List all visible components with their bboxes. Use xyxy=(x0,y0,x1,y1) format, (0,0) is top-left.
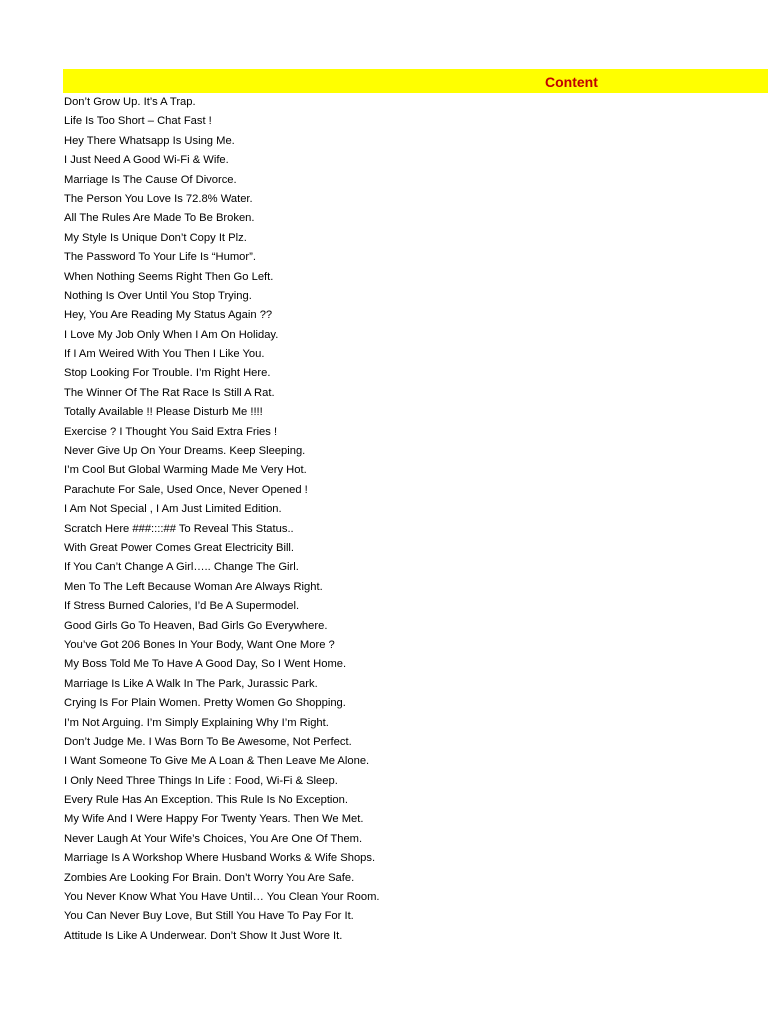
content-row: When Nothing Seems Right Then Go Left. xyxy=(64,270,274,283)
content-row: Stop Looking For Trouble. I’m Right Here. xyxy=(64,367,271,380)
header-cell-content: Content xyxy=(545,74,598,90)
content-row: Exercise ? I Thought You Said Extra Fries ! xyxy=(64,425,278,438)
content-row: Never Give Up On Your Dreams. Keep Sleeping. xyxy=(64,445,306,458)
content-row: My Wife And I Were Happy For Twenty Years. Then We Met. xyxy=(64,813,364,826)
content-row: The Password To Your Life Is “Humor”. xyxy=(64,251,256,264)
content-row: Don’t Grow Up. It’s A Trap. xyxy=(64,96,196,108)
header-row xyxy=(63,69,768,93)
content-row: Marriage Is A Workshop Where Husband Works & Wife Shops. xyxy=(64,852,376,865)
content-row: I Am Not Special , I Am Just Limited Edition. xyxy=(64,503,282,516)
content-row: Life Is Too Short – Chat Fast ! xyxy=(64,115,212,128)
content-row: With Great Power Comes Great Electricity Bill. xyxy=(64,541,295,554)
content-row: Zombies Are Looking For Brain. Don’t Worry You Are Safe. xyxy=(64,871,355,884)
content-row: Every Rule Has An Exception. This Rule Is No Exception. xyxy=(64,794,348,807)
content-row: You Can Never Buy Love, But Still You Have To Pay For It. xyxy=(64,910,354,923)
content-row: You Never Know What You Have Until… You Clean Your Room. xyxy=(64,891,380,904)
content-row: I Want Someone To Give Me A Loan & Then Leave Me Alone. xyxy=(64,755,370,768)
content-row: Marriage Is The Cause Of Divorce. xyxy=(64,173,237,186)
content-row: I Just Need A Good Wi-Fi & Wife. xyxy=(64,154,229,167)
content-row: Scratch Here ###::::## To Reveal This Status.. xyxy=(64,522,294,535)
content-row: Totally Available !! Please Disturb Me !!!! xyxy=(64,406,263,419)
content-row: Parachute For Sale, Used Once, Never Opened ! xyxy=(64,483,308,496)
content-row: Don’t Judge Me. I Was Born To Be Awesome, Not Perfect. xyxy=(64,735,352,748)
content-row: I Love My Job Only When I Am On Holiday. xyxy=(64,328,279,341)
content-row: My Style Is Unique Don’t Copy It Plz. xyxy=(64,231,247,244)
spreadsheet-page xyxy=(63,69,768,946)
content-row: The Person You Love Is 72.8% Water. xyxy=(64,192,253,205)
content-row: I’m Not Arguing. I’m Simply Explaining Why I’m Right. xyxy=(64,716,329,729)
content-row: Crying Is For Plain Women. Pretty Women Go Shopping. xyxy=(64,697,346,710)
content-row: If I Am Weired With You Then I Like You. xyxy=(64,348,265,361)
content-row: I Only Need Three Things In Life : Food, Wi-Fi & Sleep. xyxy=(64,774,338,787)
content-row: Marriage Is Like A Walk In The Park, Jurassic Park. xyxy=(64,677,318,690)
content-row: Attitude Is Like A Underwear. Don’t Show It Just Wore It. xyxy=(64,929,343,942)
content-row: My Boss Told Me To Have A Good Day, So I Went Home. xyxy=(64,658,347,671)
content-row: Hey There Whatsapp Is Using Me. xyxy=(64,134,235,147)
content-row: Nothing Is Over Until You Stop Trying. xyxy=(64,289,252,302)
content-row: Never Laugh At Your Wife’s Choices, You Are One Of Them. xyxy=(64,832,363,845)
content-row: Hey, You Are Reading My Status Again ?? xyxy=(64,309,273,322)
content-row: All The Rules Are Made To Be Broken. xyxy=(64,212,255,225)
content-row: Men To The Left Because Woman Are Always Right. xyxy=(64,580,323,593)
content-row: You’ve Got 206 Bones In Your Body, Want One More ? xyxy=(64,638,335,651)
content-row: If You Can’t Change A Girl….. Change The Girl. xyxy=(64,561,299,574)
content-row: If Stress Burned Calories, I’d Be A Supermodel. xyxy=(64,600,300,613)
content-row: I’m Cool But Global Warming Made Me Very Hot. xyxy=(64,464,307,477)
content-row: The Winner Of The Rat Race Is Still A Rat. xyxy=(64,386,275,399)
content-row: Good Girls Go To Heaven, Bad Girls Go Everywhere. xyxy=(64,619,328,632)
content-rows xyxy=(63,93,768,946)
